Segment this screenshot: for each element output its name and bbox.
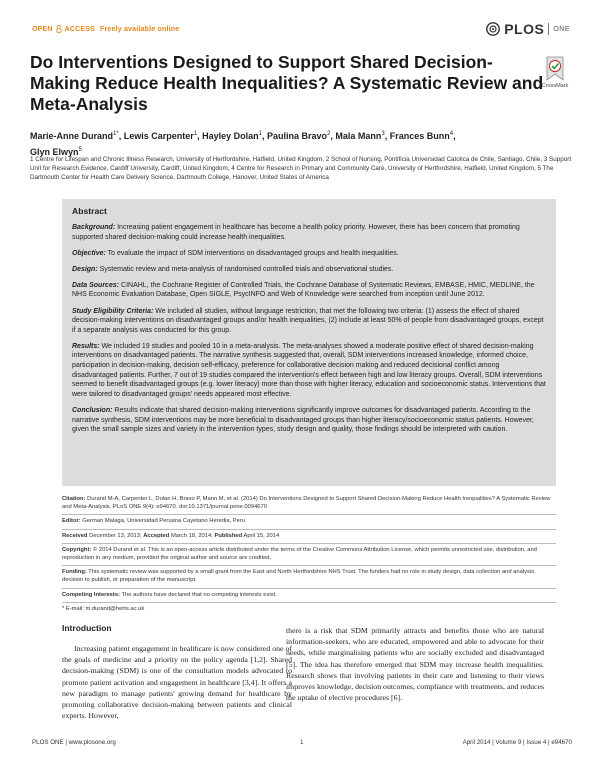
section-text: We included all studies, without language restriction, that met the following two criteria: (1) assess the effect of shared decision-making interventions on disadvantaged groups and/or health inequalities, (2) include at least 50% of people from disadvantaged groups, except if a separate analysis was conducted for this group. (72, 307, 544, 334)
body-left-column: Increasing patient engagement in healthcare is now considered one of the goals of medicine and a priority on the policy agenda [1,2]. Shared decision-making (SDM) is one of the consultation models advocated to promote patient activation and engagement in healthcare [3,4]. It offers a new paradigm to manage patients' growing demand for healthcare by promoting collaborative decision-making between patients and clinical experts. However, (62, 644, 292, 721)
author (202, 131, 267, 141)
dates-row (62, 530, 556, 544)
brand-divider (548, 23, 549, 35)
abstract-conclusion (72, 406, 546, 435)
crossmark-label: CrossMark (541, 83, 569, 89)
plos-one-logo (486, 21, 570, 37)
section-text: We included 19 studies and pooled 10 in a meta-analysis. The meta-analyses showed a moderate positive effect of shared decision-making interventions on disadvantaged patients. The narrative synthesis suggested that, overall, SDM interventions increased knowledge, informed choice, participation in decision-making, decision self-efficacy, preference for collaborative decision making and reduced decisional conflict among disadvantaged patients. Further, 7 out of 19 studies compared the intervention's effect between high and low literacy groups. Overall, SDM interventions seemed to benefit disadvantaged groups (e.g. lower literacy) more than those with higher literacy, education and socioeconomic status. Interventions that were tailored to disadvantaged groups' needs appeared most effective. (72, 342, 546, 398)
copyright-text: © 2014 Durand et al. This is an open-access article distributed under the terms of the Creative Commons Attribution License, which permits unrestricted use, distribution, and reproduction in any medium, provided the original author and source are credited. (62, 546, 537, 562)
competing-row (62, 589, 556, 603)
author-name: Marie-Anne Durand (30, 131, 114, 141)
published-date: April 15, 2014 (242, 532, 280, 539)
author-affil-sup: 1 (258, 131, 262, 137)
affiliations: 1 Centre for Lifespan and Chronic Illness Research, University of Hertfordshire, Hatfield, United Kingdom, 2 School of Nursing, Pontificia Universidad Catolica de Chile, Santiago, Chile, 3 Support Unit for Research Evidence, Cardiff University, Cardiff, United Kingdom, 4 Centre for Research in Primary and Community Care, University of Hertfordshire, Hatfield, United Kingdom, 5 The Dartmouth Center for Health Care Delivery Science, Dartmouth College, Hanover, United States of America (30, 156, 572, 181)
footer-page-number: 1 (300, 739, 304, 746)
section-label: Results: (72, 342, 100, 350)
abstract-design (72, 265, 546, 275)
author-separator: , (453, 131, 456, 141)
section-label: Background: (72, 224, 116, 231)
footer-issue: April 2014 | Volume 9 | Issue 4 | e94670 (462, 739, 572, 746)
copyright-label: Copyright: (62, 546, 92, 553)
open-lock-icon (56, 25, 62, 33)
accepted-date: March 18, 2014; (169, 532, 215, 539)
body-right-column: there is a risk that SDM primarily attracts and benefits those who are natural information-seekers, who are educated, empowered and able to advocate for their needs, while marginalising patients who are socially excluded and disadvantaged [5]. The idea has therefore emerged that SDM may increase health inequalities. Research shows that involving patients in their care and listening to their views improves knowledge, decision outcomes, compliance with treatments, and reduces the uptake of elective procedures [6]. (286, 626, 544, 703)
author-name: Paulina Bravo (267, 131, 328, 141)
freely-available-label: Freely available online (100, 25, 180, 33)
accepted-label: Accepted (143, 532, 170, 539)
author-separator: , (330, 131, 336, 141)
editor-row (62, 515, 556, 529)
section-label: Objective: (72, 249, 106, 257)
access-label: ACCESS (64, 25, 96, 33)
abstract-eligibility (72, 307, 546, 336)
author-separator: , (261, 131, 267, 141)
footer-journal[interactable]: PLOS ONE | www.plosone.org (32, 739, 116, 746)
author-affil-sup: 4 (449, 131, 454, 137)
email-row (62, 603, 556, 616)
section-label: Study Eligibility Criteria: (72, 307, 154, 315)
citation-row (62, 493, 556, 515)
funding-row (62, 566, 556, 588)
author-name: Frances Bunn (389, 131, 450, 141)
plos-brand: PLOS (504, 21, 545, 37)
author-name: Lewis Carpenter (123, 131, 194, 141)
crossmark-icon (544, 56, 566, 82)
citation-label: Citation: (62, 496, 86, 502)
published-label: Published (214, 532, 243, 539)
author-name: Mala Mann (335, 131, 382, 141)
received-label: Received (62, 532, 88, 539)
author-separator: , (197, 131, 203, 141)
section-text: To evaluate the impact of SDM interventions on disadvantaged groups and health inequalities. (105, 249, 399, 257)
author-affil-sup: 5 (78, 147, 82, 153)
author (390, 131, 456, 141)
author-name: Hayley Dolan (202, 131, 259, 141)
article-metadata (62, 493, 556, 616)
author (335, 131, 389, 141)
author (267, 131, 335, 141)
plos-logo-icon (486, 22, 500, 36)
abstract-box (62, 199, 556, 486)
abstract-results (72, 342, 546, 400)
abstract-objective (72, 249, 546, 259)
author-affil-sup: 3 (381, 131, 385, 137)
received-date: December 13, 2013; (87, 532, 144, 539)
abstract-data-sources (72, 281, 546, 300)
competing-text: The authors have declared that no competing interests exist. (119, 591, 277, 598)
section-text: Results indicate that shared decision-making interventions significantly improve outcomes for disadvantaged patients. According to the narrative synthesis, SDM interventions may be more beneficial to disadvantaged groups than higher literacy/socioeconomic status patients. However, given the small sample sizes and variety in the intervention types, study design and quality, those findings should be interpreted with caution. (72, 406, 534, 434)
section-label: Conclusion: (72, 406, 113, 414)
funding-label: Funding: (62, 569, 87, 576)
open-access-badge (32, 25, 179, 33)
crossmark-badge[interactable] (538, 56, 572, 89)
section-text: CINAHL, the Cochrane Register of Controlled Trials, the Cochrane Database of Systematic Reviews, EMBASE, HMIC, MEDLINE, the NHS Economic Evaluation Database, Open SIGLE, PsycINFO and Web of Knowledge were searched from inception until June 2012. (72, 281, 535, 299)
article-title: Do Interventions Designed to Support Shared Decision-Making Reduce Health Inequalities? A Systematic Review and Meta-Analysis (30, 52, 544, 114)
funding-text: This systematic review was supported by a small grant from the East and North Hertfordshire NHS Trust. The funders had no role in study design, data collection and analysis, decision to publish, or preparation of the manuscript. (62, 569, 536, 584)
copyright-row (62, 544, 556, 566)
citation-text: Durand M-A, Carpenter L, Dolan H, Bravo P, Mann M, et al. (2014) Do Interventions Designed to Support Shared Decision-Making Reduce Health Inequalities? A Systematic Review and Meta-Analysis. PLoS ONE 9(4): e94670. doi:10.1371/journal.pone.0094670 (62, 496, 551, 511)
editor-label: Editor: (62, 518, 81, 525)
abstract-background (72, 223, 546, 242)
section-label: Data Sources: (72, 281, 120, 289)
author-affil-sup: 1 (193, 131, 198, 137)
author-separator: , (118, 131, 124, 141)
editor-text: German Malaga, Universidad Peruana Cayetano Heredia, Peru (80, 518, 246, 525)
email-text[interactable]: * E-mail: m.durand@herts.ac.uk (62, 605, 145, 612)
corresponding-star: * (116, 131, 119, 137)
section-text: Systematic review and meta-analysis of randomised controlled trials and observational studies. (97, 265, 394, 273)
section-text: Increasing patient engagement in healthcare has become a health policy priority. However, there has been concern that promoting supported shared decision-making could increase health inequalities. (72, 224, 520, 241)
introduction-heading: Introduction (62, 623, 112, 633)
open-access-label: OPEN (32, 25, 53, 33)
author (30, 131, 124, 141)
section-label: Design: (72, 265, 98, 273)
author (124, 131, 202, 141)
author-affil-sup: 1 (113, 131, 117, 137)
author-affil-sup: 2 (327, 131, 331, 137)
abstract-heading: Abstract (72, 206, 107, 216)
competing-label: Competing Interests: (62, 591, 120, 598)
author-name: Glyn Elwyn (30, 147, 79, 157)
plos-one-sub: ONE (553, 25, 570, 33)
author-separator: , (384, 131, 390, 141)
